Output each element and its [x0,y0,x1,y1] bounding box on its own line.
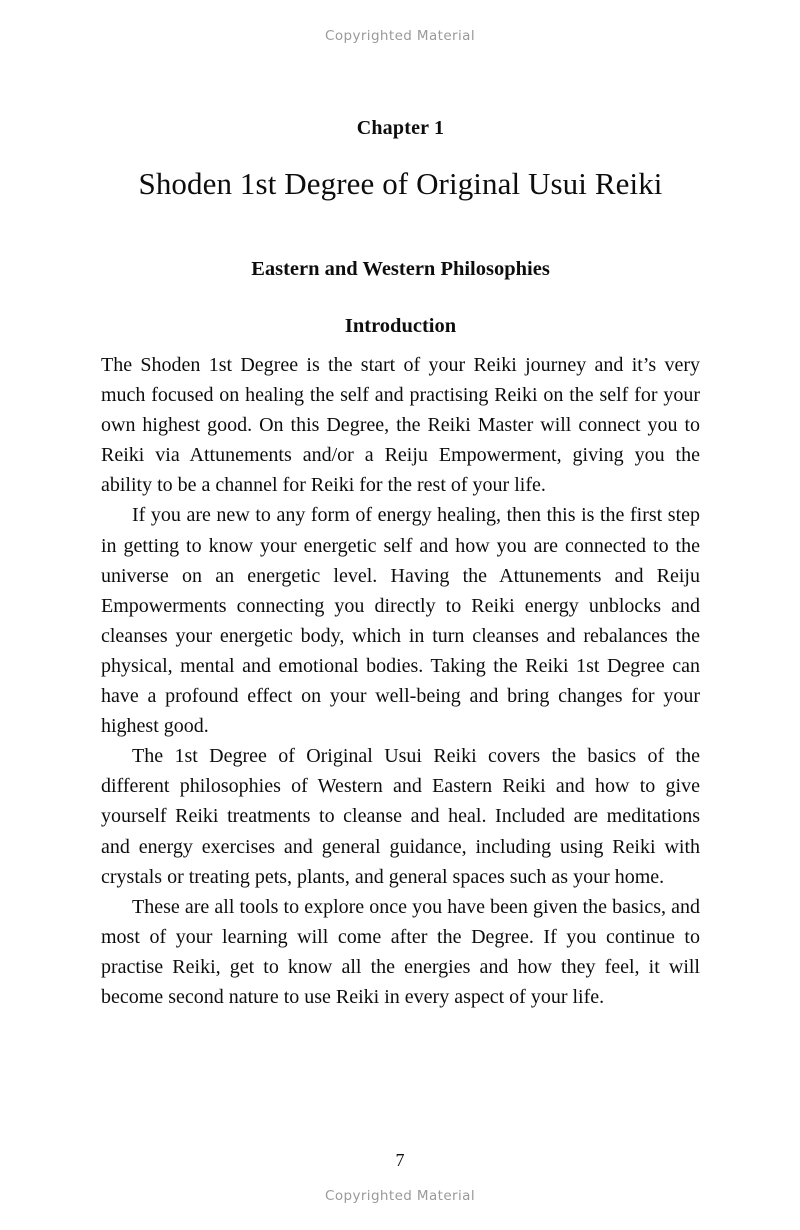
chapter-label: Chapter 1 [356,117,445,139]
copyright-watermark-bottom: Copyrighted Material [325,1188,475,1204]
page-number: 7 [395,1150,405,1170]
page-content [101,0,700,1012]
body-text [101,338,700,1012]
paragraph: If you are new to any form of energy healing, then this is the first step in getting to know your energetic self and how you are connected to the universe on an energetic level. Having the Attunements and Reiju Empowerments connecting you directly to Reiki energy unblocks and cleanses your energetic body, which in turn cleanses and rebalances the physical, mental and emotional bodies. Taking the Reiki 1st Degree can have a profound effect on your well-being and bring changes for your highest good. [101,504,700,738]
paragraph: The 1st Degree of Original Usui Reiki covers the basics of the different philosophies of Western and Eastern Reiki and how to give yourself Reiki treatments to cleanse and heal. Included are meditations and energy exercises and general guidance, including using Reiki with crystals or treating pets, plants, and general spaces such as your home. [101,745,700,888]
chapter-title: Shoden 1st Degree of Original Usui Reiki [138,166,663,201]
paragraph: The Shoden 1st Degree is the start of your Reiki journey and it’s very much focused on healing the self and practising Reiki on the self for your own highest good. On this Degree, the Reiki Master will connect you to Reiki via Attunements and/or a Reiju Empowerment, giving you the ability to be a channel for Reiki for the rest of your life. [101,354,700,497]
copyright-watermark-top: Copyrighted Material [325,28,475,44]
subsection-heading-introduction: Introduction [344,315,457,337]
paragraph: These are all tools to explore once you have been given the basics, and most of your learning will come after the Degree. If you continue to practise Reiki, get to know all the energies and how they feel, it will become second nature to use Reiki in every aspect of your life. [101,895,700,1008]
section-heading: Eastern and Western Philosophies [251,258,550,280]
